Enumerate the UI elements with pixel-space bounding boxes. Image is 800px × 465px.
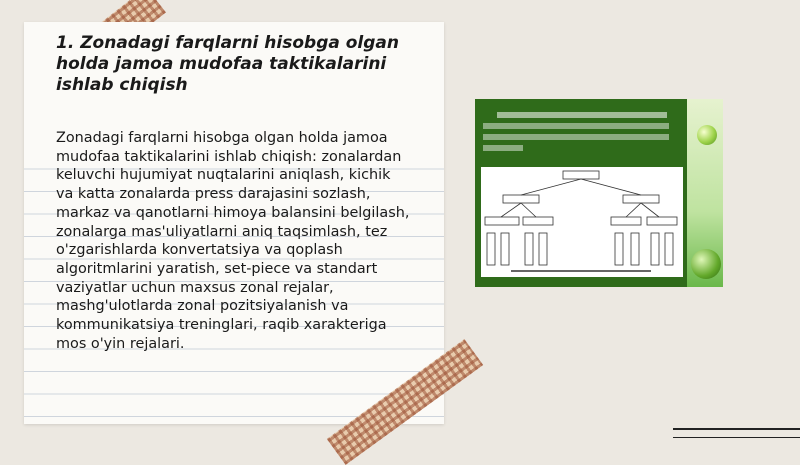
decorative-lines	[673, 428, 800, 448]
image-caption-text	[483, 109, 683, 156]
diagram-graphic	[481, 167, 683, 277]
embedded-slide-image	[475, 99, 723, 287]
slide-title: 1. Zonadagi farqlarni hisobga olgan holda jamoa mudofaa taktikalarini ishlab chiqish	[56, 33, 399, 95]
image-side-decoration	[687, 99, 723, 287]
slide-body-text: Zonadagi farqlarni hisobga olgan holda jamoa mudofaa taktikalarini ishlab chiqish: zonalardan keluvchi hujumiyat nuqtalarini aniqlash, kichik va katta zonalarda press darajasini sozlash, markaz va qanotlarni himoya balansini belgilash, zonalarga mas'uliyatlarni aniq taqsimlash, tez o'zgarishlarda konvertatsiya va qoplash algoritmlarini yaratish, set-piece va standart vaziyatlar uchun maxsus zonal rejalar, mashg'ulotlarda zonal pozitsiyalanish va kommunikatsiya treninglari, raqib xarakteriga mos o'yin rejalari.	[56, 130, 410, 352]
green-sphere-icon	[697, 125, 717, 145]
image-diagram	[481, 167, 683, 277]
green-sphere-large-icon	[691, 249, 721, 279]
